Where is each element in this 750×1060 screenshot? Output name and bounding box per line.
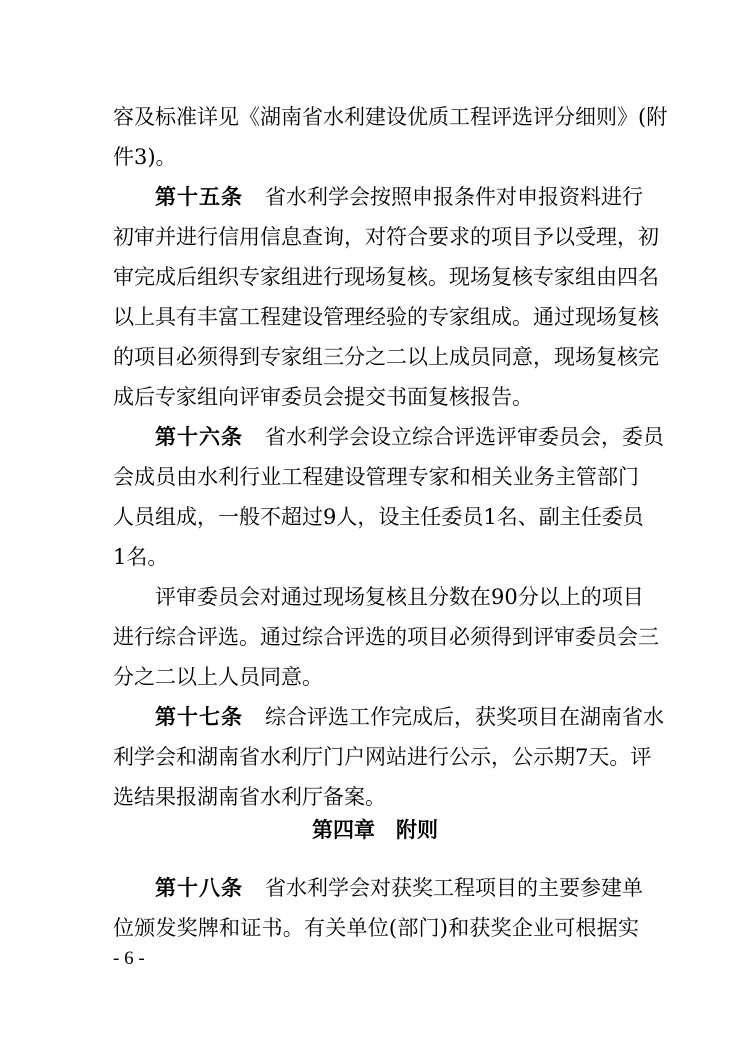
body-line: 利学会和湖南省水利厅门户网站进行公示，公示期7天。评: [113, 745, 652, 769]
body-line: 以上具有丰富工程建设管理经验的专家组成。通过现场复核: [113, 305, 659, 329]
body-line: 审完成后组织专家组进行现场复核。现场复核专家组由四名: [113, 265, 659, 289]
article-17-first-line: [155, 697, 664, 737]
article-15-first-line: [155, 177, 643, 217]
body-line: 件3)。: [113, 145, 177, 169]
article-16-first-line: [155, 417, 664, 457]
body-line: 位颁发奖牌和证书。有关单位(部门)和获奖企业可根据实: [113, 916, 639, 940]
body-line: 分之二以上人员同意。: [113, 665, 323, 689]
body-line: 进行综合评选。通过综合评选的项目必须得到评审委员会三: [113, 625, 659, 649]
article-text: 省水利学会对获奖工程项目的主要参建单: [265, 876, 643, 900]
article-text: 综合评选工作完成后，获奖项目在湖南省水: [265, 705, 664, 729]
body-line: 选结果报湖南省水利厅备案。: [113, 785, 386, 809]
body-line: 人员组成，一般不超过9人，设主任委员1名、副主任委员: [113, 505, 644, 529]
article-label: 第十六条: [155, 425, 243, 449]
body-line: 初审并进行信用信息查询，对符合要求的项目予以受理，初: [113, 225, 659, 249]
article-text: 省水利学会设立综合评选评审委员会，委员: [265, 425, 664, 449]
body-line: 会成员由水利行业工程建设管理专家和相关业务主管部门: [113, 465, 639, 489]
body-line: 容及标准详见《湖南省水利建设优质工程评选评分细则》(附: [113, 105, 668, 129]
article-label: 第十五条: [155, 185, 243, 209]
body-line: 的项目必须得到专家组三分之二以上成员同意，现场复核完: [113, 345, 659, 369]
chapter-heading: 第四章 附则: [312, 818, 438, 842]
body-line: 1名。: [113, 545, 169, 569]
body-line: 评审委员会对通过现场复核且分数在90分以上的项目: [155, 585, 644, 609]
article-label: 第十八条: [155, 876, 243, 900]
body-line: 成后专家组向评审委员会提交书面复核报告。: [113, 385, 533, 409]
article-label: 第十七条: [155, 705, 243, 729]
page-number: - 6 -: [113, 948, 145, 969]
article-18-first-line: [155, 868, 643, 908]
article-text: 省水利学会按照申报条件对申报资料进行: [265, 185, 643, 209]
